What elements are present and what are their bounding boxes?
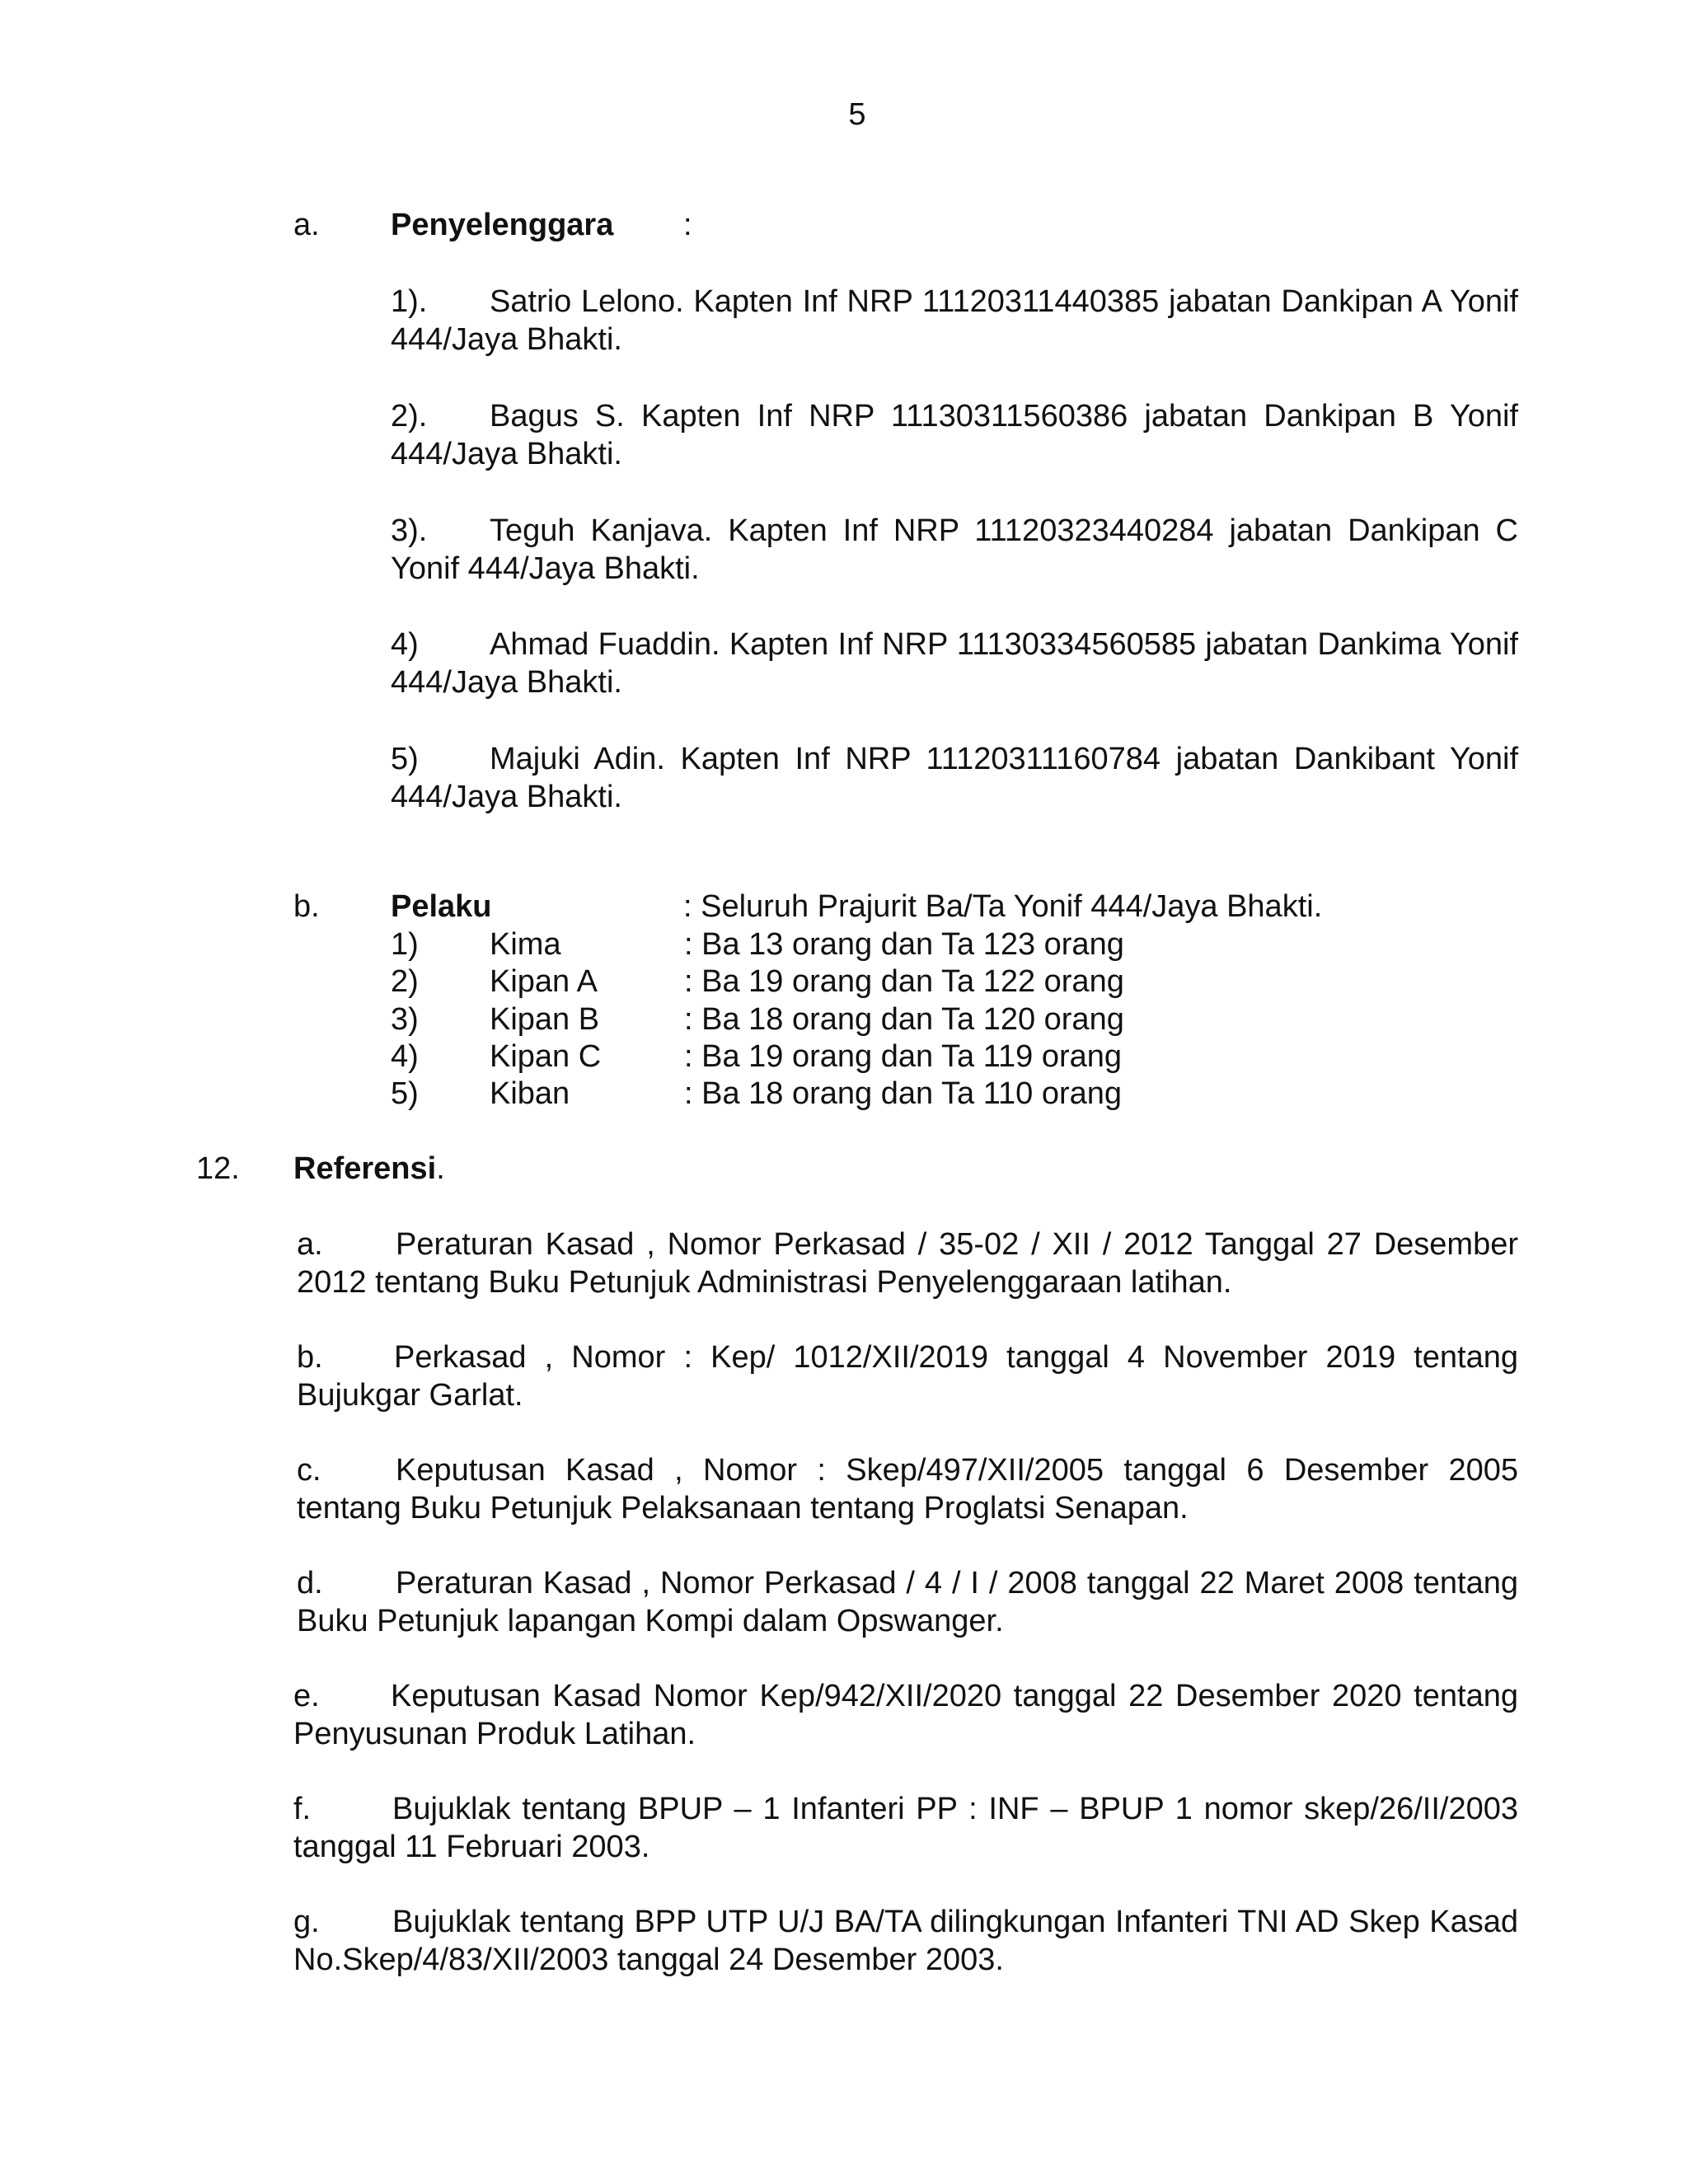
item-text: Teguh Kanjava. Kapten Inf NRP 11120323440284 jabatan Dankipan C Yonif 444/Jaya Bhakti. <box>391 513 1518 586</box>
row-value: : Ba 13 orang dan Ta 123 orang <box>684 927 1124 962</box>
item-number: 3). <box>391 513 428 548</box>
reference-item <box>297 1564 1518 1640</box>
reference-item <box>297 1451 1518 1527</box>
section-12-title-period: . <box>436 1151 445 1186</box>
reference-label: a. <box>297 1227 323 1262</box>
reference-item <box>293 1677 1518 1753</box>
reference-text: Bujuklak tentang BPUP – 1 Infanteri PP : INF – BPUP 1 nomor skep/26/II/2003 tanggal 11 Februari 2003. <box>293 1792 1518 1864</box>
row-number: 5) <box>391 1076 419 1111</box>
reference-label: g. <box>293 1905 320 1939</box>
row-unit: Kima <box>490 927 561 962</box>
row-value: : Ba 19 orang dan Ta 122 orang <box>684 964 1124 999</box>
reference-label: f. <box>293 1792 312 1826</box>
item-text: Satrio Lelono. Kapten Inf NRP 11120311440385 jabatan Dankipan A Yonif 444/Jaya Bhakti. <box>391 284 1518 357</box>
item-number: 4) <box>391 627 419 662</box>
penyelenggara-item <box>391 283 1518 359</box>
row-value: : Ba 18 orang dan Ta 120 orang <box>684 1002 1124 1037</box>
section-b-title: Pelaku <box>391 889 492 924</box>
section-a-title: Penyelenggara <box>391 208 614 242</box>
item-number: 2). <box>391 399 428 434</box>
section-12-number: 12. <box>196 1151 240 1186</box>
row-unit: Kipan B <box>490 1002 600 1037</box>
row-number: 3) <box>391 1002 419 1037</box>
item-text: Majuki Adin. Kapten Inf NRP 11120311160784 jabatan Dankibant Yonif 444/Jaya Bhakti. <box>391 742 1518 814</box>
row-number: 2) <box>391 964 419 999</box>
item-number: 1). <box>391 284 428 319</box>
row-unit: Kipan A <box>490 964 598 999</box>
reference-label: b. <box>297 1340 323 1375</box>
reference-label: d. <box>297 1566 323 1601</box>
item-text: Bagus S. Kapten Inf NRP 11130311560386 jabatan Dankipan B Yonif 444/Jaya Bhakti. <box>391 399 1518 471</box>
page-number: 5 <box>848 97 866 132</box>
section-b-value: : Seluruh Prajurit Ba/Ta Yonif 444/Jaya Bhakti. <box>683 889 1323 924</box>
reference-item <box>297 1338 1518 1414</box>
penyelenggara-item <box>391 512 1518 588</box>
reference-text: Peraturan Kasad , Nomor Perkasad / 35-02 / XII / 2012 Tanggal 27 Desember 2012 tentang Buku Petunjuk Administrasi Penyelenggaraan latihan. <box>297 1227 1518 1300</box>
reference-item <box>297 1226 1518 1301</box>
reference-item <box>293 1903 1518 1979</box>
reference-label: e. <box>293 1679 320 1713</box>
penyelenggara-item <box>391 626 1518 701</box>
reference-text: Perkasad , Nomor : Kep/ 1012/XII/2019 tanggal 4 November 2019 tentang Bujukgar Garlat. <box>297 1340 1518 1413</box>
row-unit: Kiban <box>490 1076 570 1111</box>
penyelenggara-item <box>391 397 1518 473</box>
penyelenggara-item <box>391 740 1518 816</box>
reference-text: Bujuklak tentang BPP UTP U/J BA/TA dilingkungan Infanteri TNI AD Skep Kasad No.Skep/4/83/XII/2003 tanggal 24 Desember 2003. <box>293 1905 1518 1977</box>
row-number: 4) <box>391 1039 419 1074</box>
row-number: 1) <box>391 927 419 962</box>
reference-item <box>293 1790 1518 1866</box>
row-value: : Ba 19 orang dan Ta 119 orang <box>684 1039 1123 1074</box>
section-a-label: a. <box>293 208 320 242</box>
item-number: 5) <box>391 742 419 776</box>
section-b-label: b. <box>293 889 320 924</box>
reference-label: c. <box>297 1453 321 1488</box>
reference-text: Peraturan Kasad , Nomor Perkasad / 4 / I / 2008 tanggal 22 Maret 2008 tentang Buku Petunjuk lapangan Kompi dalam Opswanger. <box>297 1566 1518 1638</box>
row-value: : Ba 18 orang dan Ta 110 orang <box>684 1076 1123 1111</box>
item-text: Ahmad Fuaddin. Kapten Inf NRP 11130334560585 jabatan Dankima Yonif 444/Jaya Bhakti. <box>391 627 1518 700</box>
section-12-title: Referensi <box>293 1151 437 1186</box>
row-unit: Kipan C <box>490 1039 602 1074</box>
reference-text: Keputusan Kasad , Nomor : Skep/497/XII/2005 tanggal 6 Desember 2005 tentang Buku Petunjuk Pelaksanaan tentang Proglatsi Senapan. <box>297 1453 1518 1526</box>
section-12-heading <box>293 1150 445 1188</box>
reference-text: Keputusan Kasad Nomor Kep/942/XII/2020 tanggal 22 Desember 2020 tentang Penyusunan Produk Latihan. <box>293 1679 1518 1751</box>
section-a-colon: : <box>683 208 692 242</box>
